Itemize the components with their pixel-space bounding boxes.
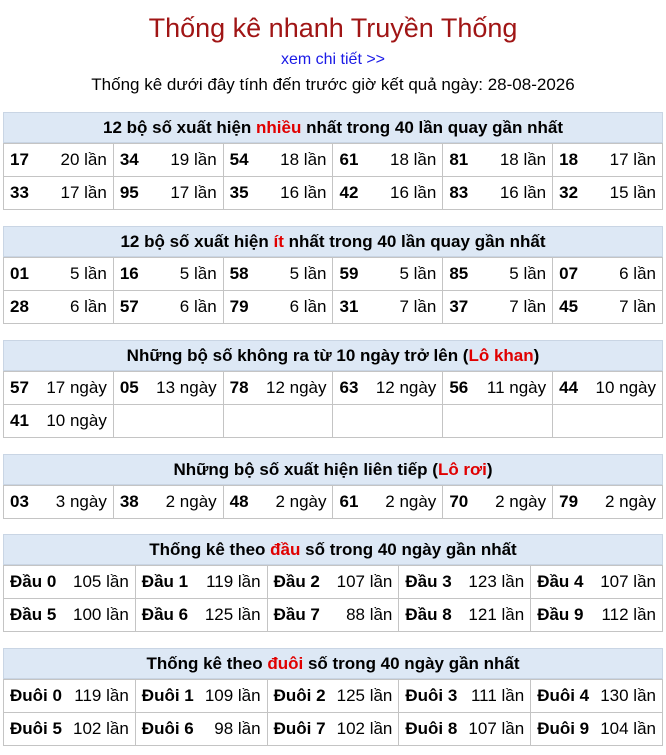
cell-label: 35 xyxy=(229,183,249,202)
cell-content xyxy=(559,264,656,284)
cell-content xyxy=(10,572,129,592)
cell-content xyxy=(274,605,393,625)
cell-label: 48 xyxy=(229,492,249,511)
cell-value: 20 lần xyxy=(60,150,107,169)
cell-content xyxy=(142,719,261,739)
table-cell xyxy=(553,372,663,405)
table-cell xyxy=(4,372,114,405)
cell-content xyxy=(230,492,327,512)
cell-label: 57 xyxy=(10,378,29,397)
duoi-section xyxy=(3,648,663,746)
cell-content xyxy=(120,378,217,398)
cell-content xyxy=(559,150,656,170)
table-cell xyxy=(223,177,333,210)
cell-content xyxy=(120,150,217,170)
cell-content xyxy=(559,492,656,512)
table-cell xyxy=(333,144,443,177)
cell-label: Đuôi 6 xyxy=(141,719,194,738)
cell-value: 111 lần xyxy=(470,686,525,705)
cell-label: 78 xyxy=(229,378,249,397)
cell-label: 57 xyxy=(119,297,139,316)
stats-table xyxy=(3,143,663,210)
table-cell xyxy=(399,599,531,632)
cell-value: 88 lần xyxy=(346,605,393,624)
cell-label: 17 xyxy=(10,150,29,169)
cell-content xyxy=(339,297,436,317)
cell-value: 2 ngày xyxy=(495,492,547,511)
table-cell xyxy=(333,486,443,519)
cell-content xyxy=(142,605,261,625)
cell-content xyxy=(449,378,546,398)
cell-value: 12 ngày xyxy=(265,378,327,397)
table-cell xyxy=(553,486,663,519)
table-cell xyxy=(553,405,663,438)
cell-content xyxy=(339,183,436,203)
cell-content xyxy=(405,605,524,625)
table-cell xyxy=(267,713,399,746)
cell-content xyxy=(537,572,656,592)
cell-value: 12 ngày xyxy=(375,378,437,397)
cell-label: Đầu 2 xyxy=(273,572,320,591)
table-cell xyxy=(4,258,114,291)
cell-value: 2 ngày xyxy=(604,492,656,511)
cell-content xyxy=(274,686,393,706)
table-row xyxy=(4,177,663,210)
table-cell xyxy=(443,258,553,291)
cell-content xyxy=(230,183,327,203)
cell-content xyxy=(449,264,546,284)
table-cell xyxy=(113,405,223,438)
table-cell xyxy=(135,713,267,746)
table-cell xyxy=(443,486,553,519)
cell-label: 63 xyxy=(339,378,359,397)
table-cell xyxy=(113,258,223,291)
stats-table xyxy=(3,257,663,324)
table-row xyxy=(4,144,663,177)
table-cell xyxy=(553,144,663,177)
table-cell xyxy=(267,599,399,632)
table-cell xyxy=(113,372,223,405)
cell-content xyxy=(339,264,436,284)
cell-value: 100 lần xyxy=(73,605,129,624)
table-cell xyxy=(223,372,333,405)
least-frequent-section xyxy=(3,226,663,324)
cell-content xyxy=(339,150,436,170)
cell-label: Đuôi 1 xyxy=(141,686,194,705)
cell-content xyxy=(559,297,656,317)
cell-content xyxy=(142,686,261,706)
table-cell xyxy=(4,680,136,713)
table-cell xyxy=(443,372,553,405)
cell-value: 5 lần xyxy=(399,264,437,283)
cell-label: 79 xyxy=(229,297,249,316)
table-cell xyxy=(4,405,114,438)
cell-content xyxy=(559,183,656,203)
cell-value: 6 lần xyxy=(619,264,656,283)
table-cell xyxy=(399,566,531,599)
cell-value: 6 lần xyxy=(289,297,327,316)
table-cell xyxy=(553,177,663,210)
table-cell xyxy=(223,486,333,519)
cell-value: 105 lần xyxy=(73,572,129,591)
cell-value: 123 lần xyxy=(468,572,525,591)
cell-content xyxy=(449,297,546,317)
cell-label: Đuôi 5 xyxy=(10,719,62,738)
cell-value: 109 lần xyxy=(204,686,261,705)
cell-label: 59 xyxy=(339,264,359,283)
table-cell xyxy=(443,144,553,177)
cell-content xyxy=(274,719,393,739)
cell-value: 107 lần xyxy=(468,719,525,738)
cell-value: 19 lần xyxy=(170,150,217,169)
cell-value: 2 ngày xyxy=(275,492,327,511)
stats-table xyxy=(3,485,663,519)
cell-value: 7 lần xyxy=(619,297,656,316)
table-cell xyxy=(333,291,443,324)
details-link[interactable]: xem chi tiết >> xyxy=(280,51,386,68)
cell-content xyxy=(339,492,436,512)
stats-table xyxy=(3,679,663,746)
table-row xyxy=(4,680,663,713)
date-note: Thống kê dưới đây tính đến trước giờ kết quả ngày: 28-08-2026 xyxy=(91,75,575,94)
cell-value: 121 lần xyxy=(468,605,525,624)
cell-label: 37 xyxy=(449,297,469,316)
table-cell xyxy=(399,680,531,713)
cell-value: 119 lần xyxy=(74,686,129,705)
cell-value: 112 lần xyxy=(601,605,656,624)
table-cell xyxy=(531,713,663,746)
cell-content xyxy=(10,183,107,203)
cell-label: 85 xyxy=(449,264,469,283)
cell-content xyxy=(10,492,107,512)
cell-value: 2 ngày xyxy=(385,492,437,511)
table-cell xyxy=(443,291,553,324)
cell-label: 45 xyxy=(559,297,579,316)
cell-label: Đầu 8 xyxy=(405,605,452,624)
table-cell xyxy=(135,566,267,599)
section-header: Thống kê theo đầu số trong 40 ngày gần nhất xyxy=(3,534,663,565)
table-cell xyxy=(223,144,333,177)
cell-content xyxy=(537,605,656,625)
cell-label: Đầu 1 xyxy=(141,572,189,591)
cell-value: 13 ngày xyxy=(156,378,217,397)
cell-value: 17 lần xyxy=(60,183,107,202)
table-cell xyxy=(113,177,223,210)
cell-content xyxy=(10,605,129,625)
cell-label: Đầu 0 xyxy=(10,572,57,591)
cell-content xyxy=(10,686,129,706)
cell-content xyxy=(405,572,524,592)
table-cell xyxy=(113,486,223,519)
table-row xyxy=(4,405,663,438)
cell-value: 17 lần xyxy=(170,183,217,202)
table-cell xyxy=(135,680,267,713)
cell-label: Đầu 6 xyxy=(141,605,189,624)
section-header: Những bộ số xuất hiện liên tiếp (Lô rơi) xyxy=(3,454,663,485)
table-cell xyxy=(443,405,553,438)
cell-content xyxy=(10,264,107,284)
table-row xyxy=(4,258,663,291)
cell-value: 102 lần xyxy=(336,719,393,738)
cell-value: 107 lần xyxy=(336,572,393,591)
cell-content xyxy=(230,150,327,170)
cell-value: 98 lần xyxy=(214,719,261,738)
cell-value: 18 lần xyxy=(280,150,327,169)
cell-label: Đầu 5 xyxy=(10,605,57,624)
cell-label: 58 xyxy=(229,264,249,283)
cell-label: Đuôi 4 xyxy=(537,686,590,705)
cell-label: 34 xyxy=(119,150,139,169)
table-row xyxy=(4,566,663,599)
cell-label: Đầu 9 xyxy=(537,605,584,624)
table-cell xyxy=(267,566,399,599)
table-row xyxy=(4,291,663,324)
cell-label: 38 xyxy=(119,492,139,511)
cell-content xyxy=(405,686,524,706)
cell-label: 03 xyxy=(10,492,29,511)
cell-label: Đuôi 0 xyxy=(10,686,62,705)
cell-label: 33 xyxy=(10,183,29,202)
cell-value: 18 lần xyxy=(389,150,437,169)
cell-content xyxy=(339,378,436,398)
section-header: 12 bộ số xuất hiện nhiều nhất trong 40 lần quay gần nhất xyxy=(3,112,663,143)
cell-label: Đuôi 3 xyxy=(405,686,458,705)
cell-label: Đuôi 2 xyxy=(273,686,326,705)
cell-label: 54 xyxy=(229,150,249,169)
table-cell xyxy=(223,405,333,438)
cell-label: Đầu 7 xyxy=(273,605,320,624)
cell-value: 16 lần xyxy=(389,183,437,202)
cell-value: 11 ngày xyxy=(486,378,547,397)
cell-label: 70 xyxy=(449,492,469,511)
cell-value: 119 lần xyxy=(206,572,261,591)
table-cell xyxy=(333,405,443,438)
cell-value: 7 lần xyxy=(509,297,547,316)
cell-content xyxy=(230,297,327,317)
cell-label: 81 xyxy=(449,150,469,169)
table-row xyxy=(4,599,663,632)
cell-label: 16 xyxy=(119,264,139,283)
cell-value: 16 lần xyxy=(280,183,327,202)
cell-content xyxy=(120,492,217,512)
cell-label: 32 xyxy=(559,183,579,202)
cell-label: 42 xyxy=(339,183,359,202)
cell-label: 79 xyxy=(559,492,579,511)
table-cell xyxy=(553,291,663,324)
table-row xyxy=(4,486,663,519)
cell-value: 7 lần xyxy=(399,297,437,316)
table-cell xyxy=(399,713,531,746)
cell-value: 5 lần xyxy=(289,264,327,283)
cell-label: Đầu 4 xyxy=(537,572,584,591)
cell-content xyxy=(274,572,393,592)
cell-value: 5 lần xyxy=(179,264,217,283)
table-cell xyxy=(531,566,663,599)
lo-khan-section xyxy=(3,340,663,438)
cell-content xyxy=(10,378,107,398)
cell-value: 18 lần xyxy=(499,150,547,169)
most-frequent-section xyxy=(3,112,663,210)
section-header: Những bộ số không ra từ 10 ngày trở lên (Lô khan) xyxy=(3,340,663,371)
cell-label: 28 xyxy=(10,297,29,316)
cell-content xyxy=(449,183,546,203)
cell-label: Đầu 3 xyxy=(405,572,452,591)
cell-label: 56 xyxy=(449,378,469,397)
lo-roi-section xyxy=(3,454,663,519)
cell-label: 05 xyxy=(119,378,139,397)
table-cell xyxy=(135,599,267,632)
cell-value: 17 ngày xyxy=(46,378,107,397)
stats-table xyxy=(3,371,663,438)
table-cell xyxy=(223,291,333,324)
cell-value: 3 ngày xyxy=(55,492,107,511)
cell-value: 104 lần xyxy=(600,719,656,738)
table-cell xyxy=(333,177,443,210)
cell-content xyxy=(120,297,217,317)
table-cell xyxy=(113,144,223,177)
cell-value: 6 lần xyxy=(69,297,107,316)
cell-content xyxy=(537,686,656,706)
table-cell xyxy=(333,258,443,291)
cell-value: 17 lần xyxy=(609,150,656,169)
cell-content xyxy=(537,719,656,739)
cell-content xyxy=(10,719,129,739)
cell-content xyxy=(449,150,546,170)
cell-value: 6 lần xyxy=(179,297,217,316)
cell-value: 15 lần xyxy=(609,183,656,202)
section-header: Thống kê theo đuôi số trong 40 ngày gần nhất xyxy=(3,648,663,679)
table-cell xyxy=(531,599,663,632)
cell-label: Đuôi 8 xyxy=(405,719,458,738)
cell-label: 41 xyxy=(10,411,29,430)
table-cell xyxy=(4,713,136,746)
cell-value: 125 lần xyxy=(204,605,261,624)
cell-value: 5 lần xyxy=(509,264,547,283)
cell-value: 107 lần xyxy=(600,572,656,591)
cell-label: Đuôi 9 xyxy=(537,719,590,738)
table-row xyxy=(4,713,663,746)
cell-value: 125 lần xyxy=(336,686,393,705)
cell-label: 31 xyxy=(339,297,359,316)
table-cell xyxy=(333,372,443,405)
stats-table xyxy=(3,565,663,632)
table-cell xyxy=(4,291,114,324)
cell-label: 83 xyxy=(449,183,469,202)
cell-label: 61 xyxy=(339,492,359,511)
cell-value: 10 ngày xyxy=(46,411,107,430)
cell-value: 130 lần xyxy=(600,686,656,705)
cell-content xyxy=(405,719,524,739)
cell-content xyxy=(230,264,327,284)
table-cell xyxy=(553,258,663,291)
dau-section xyxy=(3,534,663,632)
cell-label: 95 xyxy=(119,183,139,202)
cell-content xyxy=(120,264,217,284)
cell-content xyxy=(142,572,261,592)
cell-label: Đuôi 7 xyxy=(273,719,326,738)
cell-content xyxy=(10,150,107,170)
table-cell xyxy=(4,599,136,632)
cell-value: 5 lần xyxy=(69,264,107,283)
cell-label: 18 xyxy=(559,150,579,169)
page-title: Thống kê nhanh Truyền Thống xyxy=(148,13,518,43)
cell-label: 07 xyxy=(559,264,579,283)
table-cell xyxy=(4,144,114,177)
table-cell xyxy=(531,680,663,713)
table-cell xyxy=(443,177,553,210)
cell-content xyxy=(10,411,107,431)
cell-label: 61 xyxy=(339,150,359,169)
cell-content xyxy=(120,183,217,203)
section-header: 12 bộ số xuất hiện ít nhất trong 40 lần quay gần nhất xyxy=(3,226,663,257)
cell-value: 2 ngày xyxy=(165,492,217,511)
table-cell xyxy=(4,177,114,210)
table-cell xyxy=(223,258,333,291)
cell-value: 10 ngày xyxy=(595,378,656,397)
table-cell xyxy=(4,486,114,519)
cell-value: 16 lần xyxy=(499,183,547,202)
table-row xyxy=(4,372,663,405)
cell-content xyxy=(449,492,546,512)
table-cell xyxy=(4,566,136,599)
cell-content xyxy=(10,297,107,317)
table-cell xyxy=(113,291,223,324)
cell-content xyxy=(559,378,656,398)
cell-value: 102 lần xyxy=(73,719,129,738)
cell-label: 44 xyxy=(559,378,579,397)
table-cell xyxy=(267,680,399,713)
cell-label: 01 xyxy=(10,264,29,283)
cell-content xyxy=(230,378,327,398)
